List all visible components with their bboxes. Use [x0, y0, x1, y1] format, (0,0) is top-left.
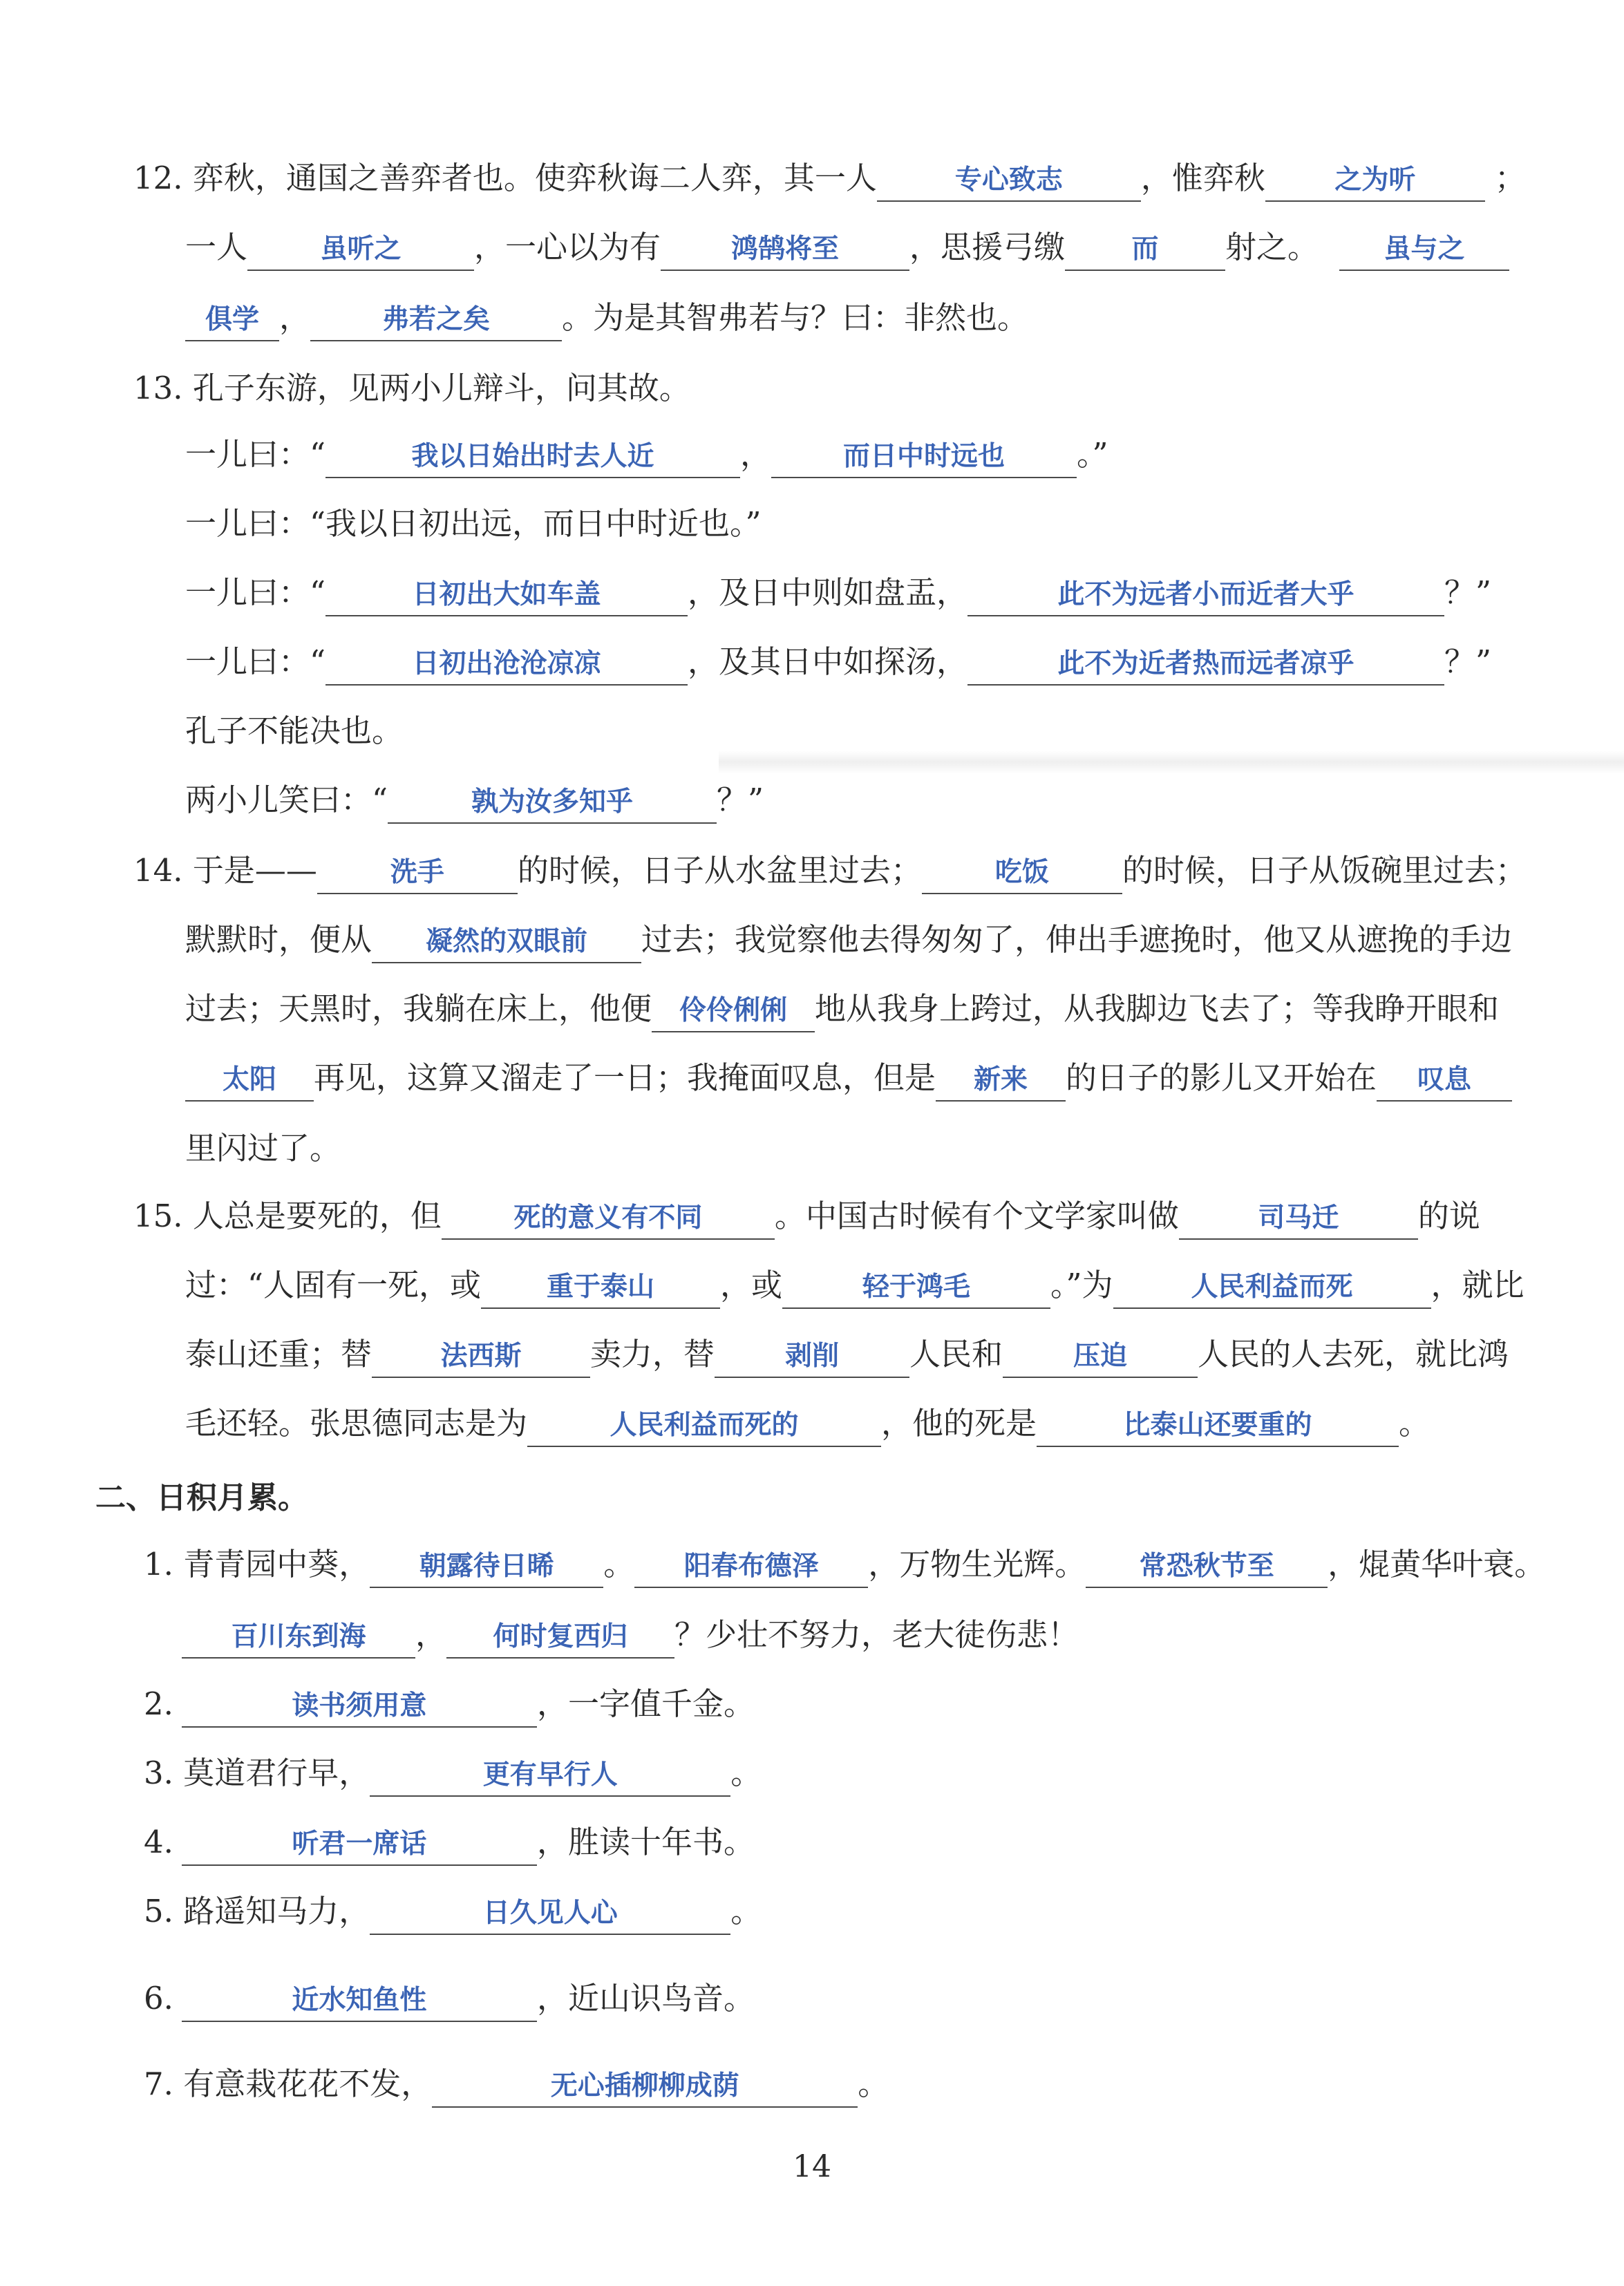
q15-text: 。中国古时候有个文学家叫做 [774, 1198, 1179, 1234]
q12-line-1 [133, 156, 1624, 200]
q12-blank-7[interactable]: 俱学 [185, 300, 279, 341]
q12-text: ， [279, 299, 311, 336]
s2-text: 5. 路遥知马力， [144, 1893, 370, 1929]
q13-line-4 [185, 640, 1624, 684]
q12-blank-5[interactable]: 而 [1065, 229, 1225, 271]
s2-text: 6. [144, 1980, 173, 2016]
q14-line-4 [185, 1056, 1624, 1100]
q15-text: 过：“人固有一死，或 [185, 1267, 482, 1303]
q12-blank-6[interactable]: 虽与之 [1339, 229, 1509, 271]
s2-item-3 [144, 1751, 1624, 1795]
q15-blank-10[interactable]: 比泰山还要重的 [1037, 1406, 1399, 1447]
q12-text: 12. 弈秋，通国之善弈者也。使弈秋诲二人弈，其一人 [133, 160, 877, 196]
s2-item-5 [144, 1889, 1624, 1934]
q13-text: ， [740, 436, 772, 473]
q13-blank-7[interactable]: 孰为汝多知乎 [388, 782, 717, 824]
s2-blank-1[interactable]: 朝露待日晞 [370, 1547, 603, 1588]
q14-line-2 [185, 918, 1624, 962]
q15-text: 15. 人总是要死的，但 [133, 1198, 442, 1234]
q14-blank-3[interactable]: 凝然的双眼前 [372, 922, 641, 963]
q12-text: ，思援弓缴 [909, 229, 1066, 265]
q15-text: ，他的死是 [881, 1405, 1037, 1442]
q13-line-1 [185, 433, 1624, 477]
q15-line-3 [185, 1332, 1624, 1377]
q14-text: 再见，这算又溜走了一日；我掩面叹息，但是 [314, 1059, 936, 1096]
q13-blank-3[interactable]: 日初出大如车盖 [325, 575, 688, 616]
q14-text: 默默时，便从 [185, 921, 372, 958]
q14-text: 的时候，日子从饭碗里过去； [1122, 852, 1527, 889]
s2-text: ，近山识鸟音。 [536, 1980, 755, 2016]
q15-text: 人民的人去死，就比鸿 [1198, 1336, 1509, 1372]
q13-text: 。” [1077, 436, 1108, 473]
s2-text: 4. [144, 1824, 173, 1860]
s2-item-6 [144, 1976, 1624, 2021]
q13-blank-6[interactable]: 此不为近者热而远者凉乎 [967, 644, 1444, 686]
q14-blank-6[interactable]: 新来 [936, 1060, 1066, 1102]
q14-blank-2[interactable]: 吃饭 [922, 853, 1122, 894]
q12-text: ，一心以为有 [474, 229, 661, 265]
q12-blank-1[interactable]: 专心致志 [877, 160, 1141, 202]
s2-text: 。 [858, 2066, 889, 2102]
q14-blank-7[interactable]: 叹息 [1377, 1060, 1512, 1102]
q13-text: 一儿曰：“ [185, 574, 326, 611]
q15-blank-4[interactable]: 轻于鸿毛 [782, 1267, 1050, 1309]
q14-text: 的日子的影儿又开始在 [1066, 1059, 1377, 1096]
scan-shadow [719, 750, 1624, 774]
q13-blank-2[interactable]: 而日中时远也 [771, 437, 1077, 478]
q14-blank-5[interactable]: 太阳 [185, 1060, 314, 1102]
q14-blank-4[interactable]: 伶伶俐俐 [652, 991, 815, 1032]
s2-blank-9[interactable]: 日久见人心 [370, 1893, 730, 1935]
s2-blank-2[interactable]: 阳春布德泽 [634, 1547, 868, 1588]
q12-text: 一人 [185, 229, 248, 265]
q12-text: ； [1494, 160, 1526, 196]
q14-line-1 [133, 849, 1624, 893]
q12-text: 。为是其智弗若与？曰：非然也。 [562, 299, 1029, 336]
s2-text: 7. 有意栽花花不发， [144, 2066, 433, 2102]
s2-blank-7[interactable]: 更有早行人 [370, 1755, 730, 1797]
q14-text: 过去；天黑时，我躺在床上，他便 [185, 990, 652, 1027]
s2-blank-8[interactable]: 听君一席话 [182, 1824, 537, 1866]
q13-line-2: 一儿曰：“我以日初出远，而日中时近也。” [185, 505, 762, 542]
q15-blank-1[interactable]: 死的意义有不同 [442, 1198, 775, 1240]
s2-item-1 [144, 1542, 1624, 1587]
q12-blank-8[interactable]: 弗若之矣 [310, 300, 562, 341]
q15-text: 的说 [1417, 1198, 1480, 1234]
s2-item-4 [144, 1820, 1624, 1864]
section-2-title: 二、日积月累。 [95, 1480, 308, 1515]
q15-blank-9[interactable]: 人民利益而死的 [527, 1406, 881, 1447]
q15-blank-6[interactable]: 法西斯 [372, 1336, 590, 1378]
s2-text: 1. 青青园中葵， [144, 1546, 370, 1583]
s2-blank-11[interactable]: 无心插柳柳成荫 [432, 2066, 858, 2108]
s2-text: ，胜读十年书。 [536, 1824, 755, 1860]
q13-line-3 [185, 571, 1624, 615]
s2-item-1-cont [182, 1613, 1624, 1657]
q12-blank-2[interactable]: 之为听 [1265, 160, 1485, 202]
q12-blank-4[interactable]: 鸿鹄将至 [661, 229, 909, 271]
q15-blank-8[interactable]: 压迫 [1003, 1336, 1198, 1378]
q14-text: 的时候，日子从水盆里过去； [517, 852, 922, 889]
q13-text: 一儿曰：“ [185, 643, 326, 680]
q15-text: 泰山还重；替 [185, 1336, 372, 1372]
s2-text: ，万物生光辉。 [868, 1546, 1086, 1583]
q14-text: 14. 于是—— [133, 852, 317, 889]
q13-text: ？” [1444, 574, 1492, 611]
q12-blank-3[interactable]: 虽听之 [247, 229, 474, 271]
s2-text: 。 [730, 1893, 762, 1929]
q12-text: 射之。 [1225, 229, 1319, 265]
q13-text: ，及其日中如探汤， [688, 643, 968, 680]
q15-blank-2[interactable]: 司马迁 [1179, 1198, 1418, 1240]
q15-blank-3[interactable]: 重于泰山 [481, 1267, 720, 1309]
q13-text: ？” [717, 782, 764, 818]
s2-text: 。 [730, 1755, 762, 1791]
s2-blank-4[interactable]: 百川东到海 [182, 1617, 415, 1659]
s2-item-2 [144, 1682, 1624, 1726]
s2-item-7 [144, 2062, 1624, 2106]
s2-text: ？少壮不努力，老大徒伤悲！ [674, 1616, 1079, 1653]
s2-blank-5[interactable]: 何时复西归 [446, 1617, 674, 1659]
q15-blank-5[interactable]: 人民利益而死 [1113, 1267, 1431, 1309]
q15-text: 。”为 [1050, 1267, 1113, 1303]
q15-line-4 [185, 1401, 1624, 1446]
page-number: 14 [793, 2149, 831, 2184]
q15-line-1 [133, 1194, 1624, 1238]
q14-line-5: 里闪过了。 [185, 1130, 341, 1166]
q15-text: ，就比 [1431, 1267, 1524, 1303]
q15-text: 。 [1399, 1405, 1431, 1442]
s2-blank-10[interactable]: 近水知鱼性 [182, 1981, 537, 2022]
q13-blank-4[interactable]: 此不为远者小而近者大乎 [967, 575, 1444, 616]
q13-text: 两小儿笑曰：“ [185, 782, 388, 818]
q14-text: 过去；我觉察他去得匆匆了，伸出手遮挽时，他又从遮挽的手边 [641, 921, 1513, 958]
q12-line-3 [185, 296, 1624, 340]
s2-blank-3[interactable]: 常恐秋节至 [1086, 1547, 1328, 1588]
q15-text: ，或 [720, 1267, 783, 1303]
q13-intro: 13. 孔子东游，见两小儿辩斗，问其故。 [133, 370, 690, 406]
q12-text: ，惟弈秋 [1140, 160, 1265, 196]
q15-text: 毛还轻。张思德同志是为 [185, 1405, 528, 1442]
q13-text: ，及日中则如盘盂， [688, 574, 968, 611]
s2-text: ， [415, 1616, 447, 1653]
q14-text: 地从我身上跨过，从我脚边飞去了；等我睁开眼和 [815, 990, 1500, 1027]
q13-blank-1[interactable]: 我以日始出时去人近 [325, 437, 740, 478]
q15-text: 卖力，替 [590, 1336, 715, 1372]
q13-text: 一儿曰：“ [185, 436, 326, 473]
q12-line-2 [185, 225, 1624, 270]
s2-text: ，焜黄华叶衰。 [1328, 1546, 1546, 1583]
q13-line-6 [185, 778, 1624, 822]
s2-text: 2. [144, 1685, 173, 1722]
q14-line-3 [185, 987, 1624, 1031]
s2-text: 3. 莫道君行早， [144, 1755, 370, 1791]
q15-blank-7[interactable]: 剥削 [715, 1336, 909, 1378]
q13-blank-5[interactable]: 日初出沧沧凉凉 [325, 644, 688, 686]
q13-line-5: 孔子不能决也。 [185, 712, 404, 749]
q15-text: 人民和 [909, 1336, 1003, 1372]
s2-text: 。 [603, 1546, 635, 1583]
q13-text: ？” [1444, 643, 1492, 680]
s2-blank-6[interactable]: 读书须用意 [182, 1686, 537, 1728]
q14-blank-1[interactable]: 洗手 [317, 853, 518, 894]
q15-line-2 [185, 1263, 1624, 1307]
s2-text: ，一字值千金。 [536, 1685, 755, 1722]
